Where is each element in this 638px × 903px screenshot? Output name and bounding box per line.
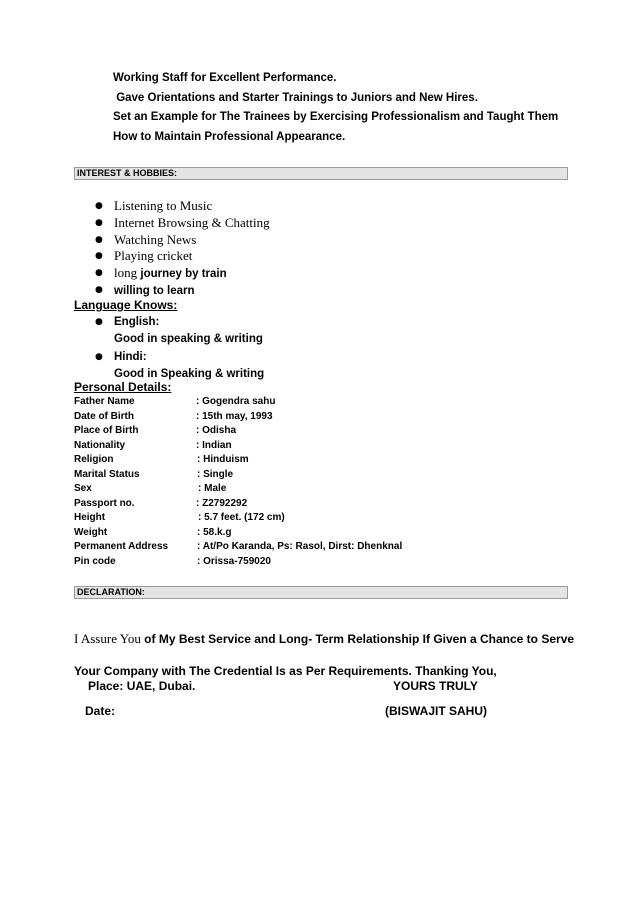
language-level: Good in Speaking & writing <box>114 367 265 380</box>
intro-line: How to Maintain Professional Appearance. <box>113 130 346 143</box>
detail-value: : Male <box>198 483 227 494</box>
list-item <box>95 248 270 265</box>
language-name: English: <box>114 316 160 328</box>
detail-label: Permanent Address <box>74 541 169 552</box>
list-item <box>95 198 270 215</box>
detail-label: Height <box>74 512 106 523</box>
detail-value: : 5.7 feet. (172 cm) <box>198 512 285 523</box>
declaration-continuation: of My Best Service and Long- Term Relationship If Given a Chance to Serve <box>140 632 575 646</box>
list-item <box>95 265 270 282</box>
declaration-lead: I Assure You <box>74 631 141 646</box>
hobby-text: Watching News <box>114 231 197 247</box>
detail-label: Nationality <box>74 439 126 451</box>
hobby-text: willing to learn <box>114 284 195 297</box>
hobbies-list <box>95 198 270 299</box>
detail-label: Weight <box>74 526 108 538</box>
detail-label: Date of Birth <box>74 410 134 422</box>
detail-label: Place of Birth <box>74 425 139 436</box>
interest-hobbies-header: INTEREST & HOBBIES: <box>74 167 568 180</box>
list-item <box>95 314 264 331</box>
list-item <box>95 232 270 249</box>
list-item <box>95 215 270 232</box>
hobby-text-prefix: long <box>114 265 141 281</box>
language-level-row <box>95 331 264 348</box>
declaration-line: Your Company with The Credential Is as Per Requirements. Thanking You, <box>74 664 497 678</box>
place-label: Place: UAE, Dubai. <box>88 679 196 693</box>
detail-value: : Z2792292 <box>196 497 248 509</box>
detail-value: : Gogendra sahu <box>196 396 276 407</box>
language-level: Good in speaking & writing <box>114 333 263 346</box>
language-name: Hindi: <box>114 350 147 363</box>
personal-details-title: Personal Details: <box>74 380 172 394</box>
bullet-icon: ● <box>95 234 103 245</box>
language-list <box>95 314 264 383</box>
list-item <box>95 349 264 366</box>
hobby-text: Internet Browsing & Chatting <box>114 214 270 230</box>
hobby-text-suffix: journey by train <box>140 268 227 281</box>
detail-label: Marital Status <box>74 468 140 480</box>
detail-label: Religion <box>74 454 114 465</box>
bullet-icon: ● <box>95 268 103 279</box>
detail-label: Passport no. <box>74 497 135 509</box>
detail-label: Pin code <box>74 555 116 567</box>
intro-line: Set an Example for The Trainees by Exercising Professionalism and Taught Them <box>113 111 559 123</box>
list-item <box>95 282 270 299</box>
detail-label: Father Name <box>74 396 135 407</box>
detail-value: : Odisha <box>196 425 237 436</box>
declaration-header: DECLARATION: <box>74 586 568 599</box>
hobby-text: Playing cricket <box>114 248 193 264</box>
detail-value: : 15th may, 1993 <box>196 410 273 422</box>
intro-line: Gave Orientations and Starter Trainings to Juniors and New Hires. <box>113 91 478 104</box>
experience-continuation <box>113 69 558 147</box>
detail-value: : Single <box>197 468 234 480</box>
closing-label: YOURS TRULY <box>393 679 478 693</box>
hobby-text: Listening to Music <box>114 198 213 213</box>
detail-value: : Hinduism <box>197 454 249 465</box>
detail-value: : 58.k.g <box>197 526 232 538</box>
detail-value: : At/Po Karanda, Ps: Rasol, Dirst: Dhenknal <box>197 541 403 552</box>
detail-label: Sex <box>74 483 92 494</box>
bullet-icon: ● <box>95 217 103 228</box>
bullet-icon: ● <box>95 317 103 327</box>
bullet-icon: ● <box>95 201 103 211</box>
language-title: Language Knows: <box>74 298 178 312</box>
intro-line: Working Staff for Excellent Performance. <box>113 72 337 84</box>
bullet-icon: ● <box>95 284 103 295</box>
declaration-line <box>74 629 574 661</box>
detail-value: : Orissa-759020 <box>197 555 271 567</box>
bullet-icon: ● <box>95 251 103 262</box>
bullet-icon: ● <box>95 351 103 362</box>
detail-value: : Indian <box>196 439 232 451</box>
signature-name: (BISWAJIT SAHU) <box>385 704 487 718</box>
date-label: Date: <box>85 704 116 718</box>
